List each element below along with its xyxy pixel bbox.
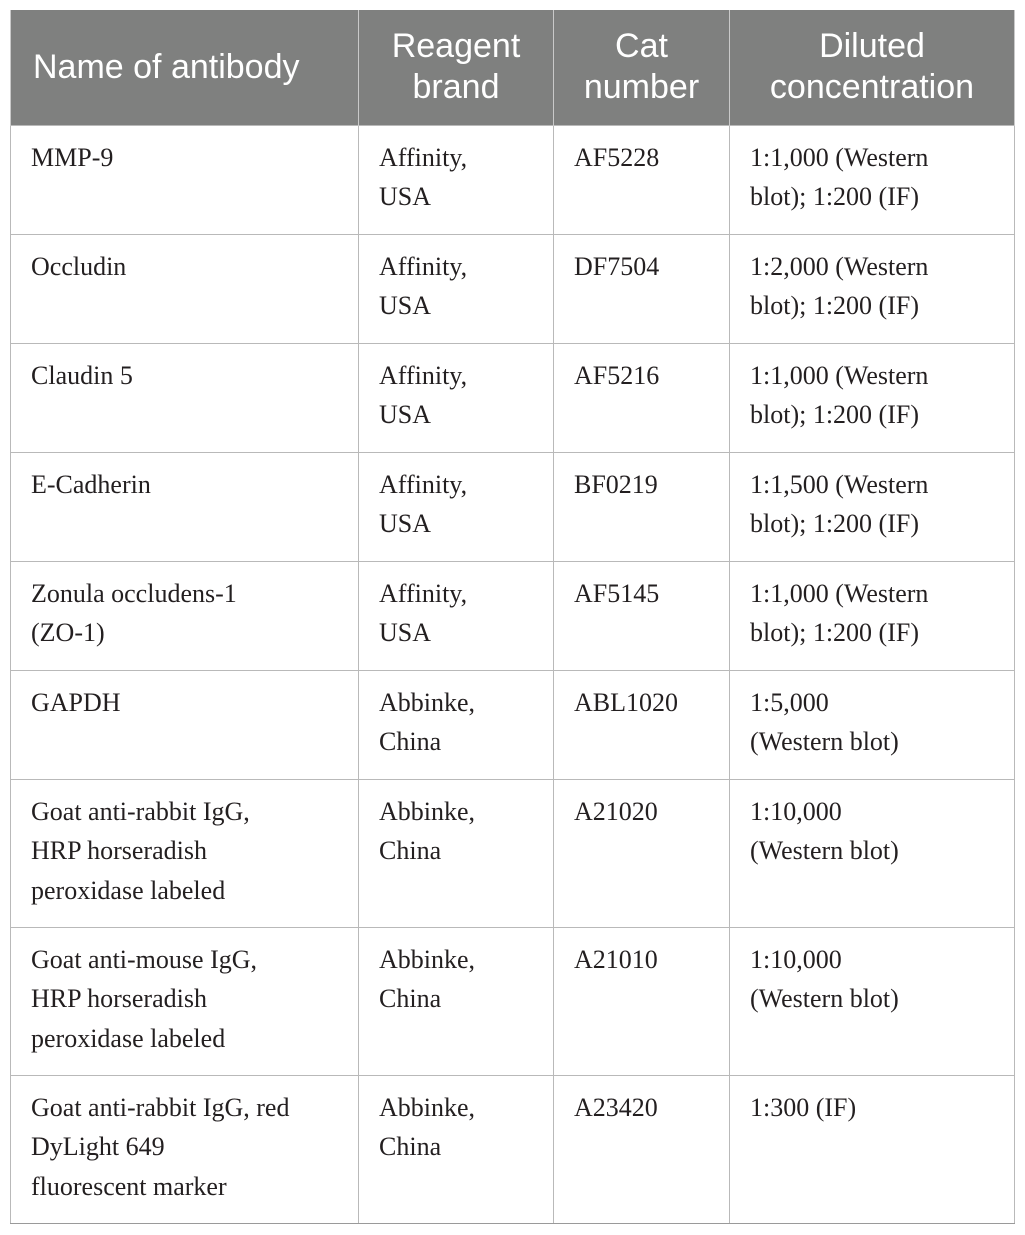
- cell-reagent-brand: Affinity, USA: [359, 561, 554, 670]
- cell-reagent-brand: Affinity, USA: [359, 343, 554, 452]
- cell-diluted-concentration: 1:2,000 (Western blot); 1:200 (IF): [730, 234, 1015, 343]
- table-row: [11, 927, 1015, 1075]
- table-row: [11, 125, 1015, 234]
- cell-antibody-name: Zonula occludens-1 (ZO-1): [11, 561, 359, 670]
- cell-antibody-name: Occludin: [11, 234, 359, 343]
- table-row: [11, 561, 1015, 670]
- table-row: [11, 343, 1015, 452]
- cell-cat-number: ABL1020: [554, 670, 730, 779]
- cell-antibody-name: E-Cadherin: [11, 452, 359, 561]
- header-diluted-concentration: Diluted concentration: [730, 10, 1015, 125]
- table-row: [11, 670, 1015, 779]
- cell-diluted-concentration: 1:10,000 (Western blot): [730, 927, 1015, 1075]
- cell-antibody-name: MMP-9: [11, 125, 359, 234]
- table-row: [11, 234, 1015, 343]
- table-row: [11, 779, 1015, 927]
- cell-reagent-brand: Affinity, USA: [359, 452, 554, 561]
- cell-diluted-concentration: 1:1,000 (Western blot); 1:200 (IF): [730, 125, 1015, 234]
- cell-reagent-brand: Affinity, USA: [359, 125, 554, 234]
- cell-antibody-name: GAPDH: [11, 670, 359, 779]
- header-cat-number: Cat number: [554, 10, 730, 125]
- header-reagent-brand: Reagent brand: [359, 10, 554, 125]
- cell-reagent-brand: Affinity, USA: [359, 234, 554, 343]
- cell-reagent-brand: Abbinke, China: [359, 927, 554, 1075]
- antibody-table: [10, 10, 1015, 1224]
- cell-diluted-concentration: 1:300 (IF): [730, 1075, 1015, 1223]
- cell-cat-number: A23420: [554, 1075, 730, 1223]
- cell-reagent-brand: Abbinke, China: [359, 1075, 554, 1223]
- cell-antibody-name: Goat anti-rabbit IgG, red DyLight 649 fluorescent marker: [11, 1075, 359, 1223]
- table-row: [11, 1075, 1015, 1223]
- header-name-of-antibody: Name of antibody: [11, 10, 359, 125]
- cell-reagent-brand: Abbinke, China: [359, 779, 554, 927]
- table-body: [11, 125, 1015, 1223]
- cell-cat-number: AF5145: [554, 561, 730, 670]
- cell-reagent-brand: Abbinke, China: [359, 670, 554, 779]
- cell-cat-number: AF5216: [554, 343, 730, 452]
- header-row: [11, 10, 1015, 125]
- table-header: [11, 10, 1015, 125]
- cell-diluted-concentration: 1:1,000 (Western blot); 1:200 (IF): [730, 343, 1015, 452]
- cell-diluted-concentration: 1:10,000 (Western blot): [730, 779, 1015, 927]
- cell-cat-number: BF0219: [554, 452, 730, 561]
- cell-antibody-name: Goat anti-mouse IgG, HRP horseradish peroxidase labeled: [11, 927, 359, 1075]
- table-row: [11, 452, 1015, 561]
- cell-cat-number: A21010: [554, 927, 730, 1075]
- cell-antibody-name: Goat anti-rabbit IgG, HRP horseradish peroxidase labeled: [11, 779, 359, 927]
- cell-cat-number: DF7504: [554, 234, 730, 343]
- cell-cat-number: AF5228: [554, 125, 730, 234]
- cell-diluted-concentration: 1:5,000 (Western blot): [730, 670, 1015, 779]
- cell-diluted-concentration: 1:1,000 (Western blot); 1:200 (IF): [730, 561, 1015, 670]
- cell-antibody-name: Claudin 5: [11, 343, 359, 452]
- cell-diluted-concentration: 1:1,500 (Western blot); 1:200 (IF): [730, 452, 1015, 561]
- cell-cat-number: A21020: [554, 779, 730, 927]
